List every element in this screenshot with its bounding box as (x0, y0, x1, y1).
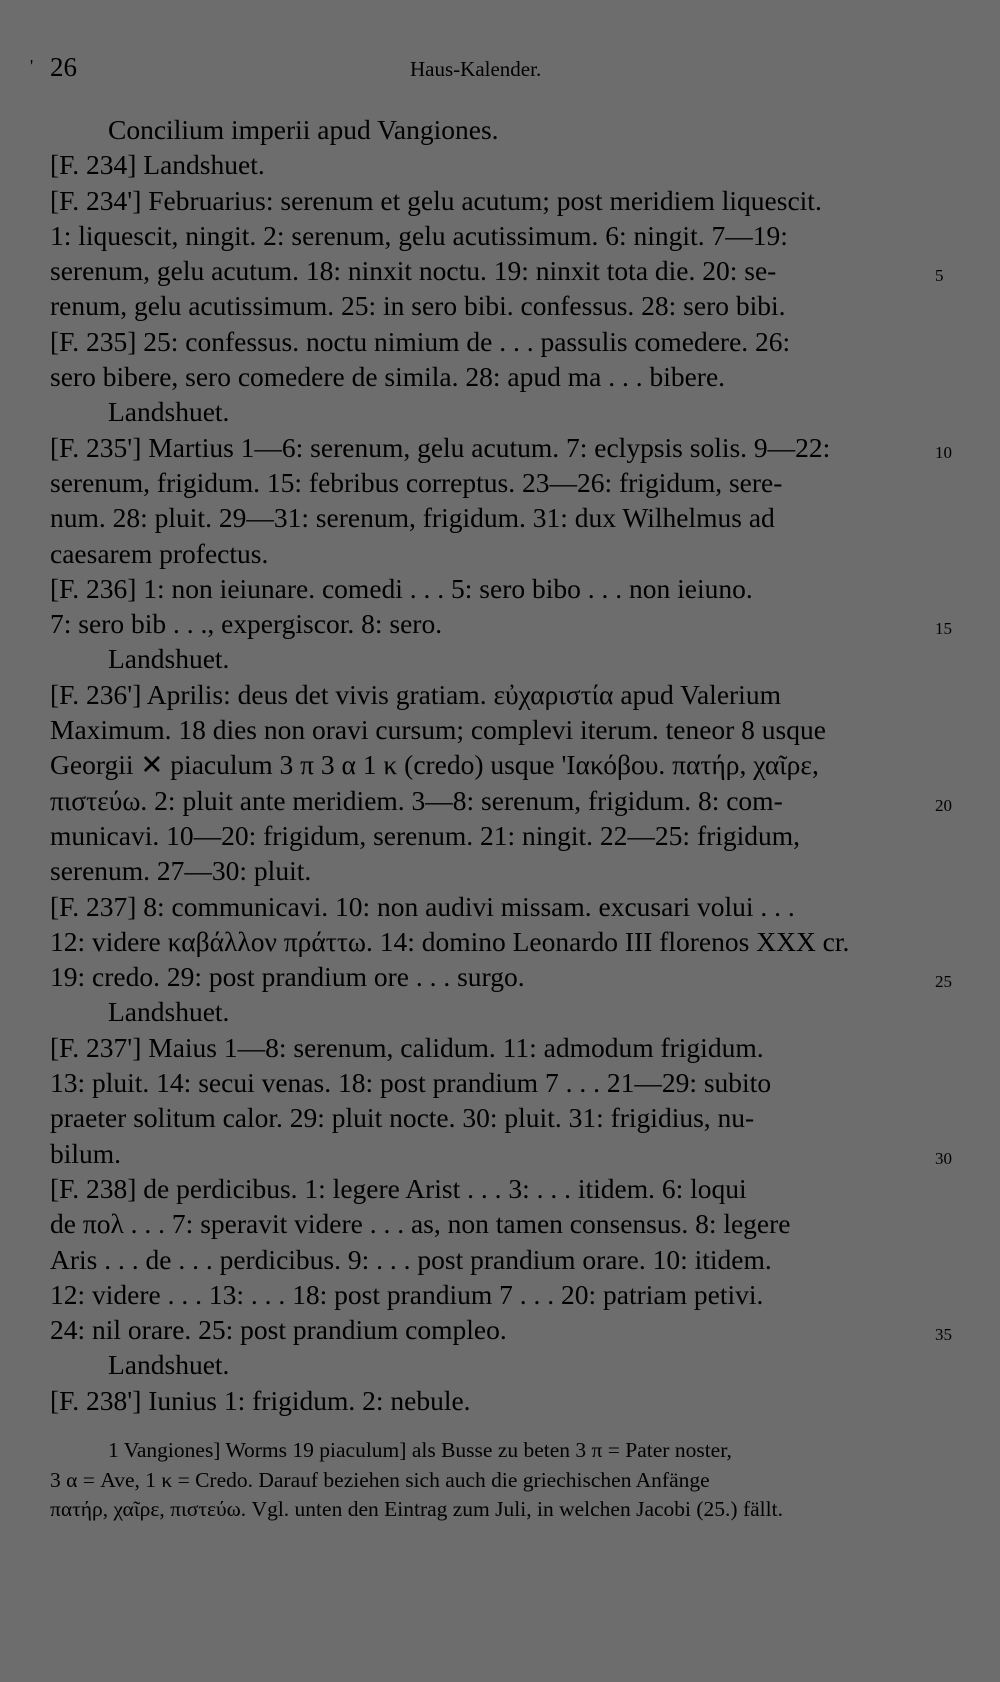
line-text: Landshuet. (108, 996, 230, 1028)
line-text: [F. 237] 8: communicavi. 10: non audivi missam. excusari volui . . . (50, 890, 795, 922)
line-text: Aris . . . de . . . perdicibus. 9: . . . post prandium orare. 10: itidem. (50, 1243, 772, 1275)
text-line (50, 606, 952, 641)
line-text: 12: videre καβάλλον πράττω. 14: domino Leonardo III florenos XXX cr. (50, 925, 850, 957)
text-line (50, 1383, 926, 1418)
text-line (50, 394, 926, 429)
text-line (50, 712, 926, 747)
line-text: 13: pluit. 14: secui venas. 18: post prandium 7 . . . 21—29: subito (50, 1067, 772, 1099)
line-text: serenum. 27—30: pluit. (50, 855, 312, 887)
text-line (50, 288, 926, 323)
line-text: [F. 236] 1: non ieiunare. comedi . . . 5: sero bibo . . . non ieiuno. (50, 572, 753, 604)
line-text: [F. 238] de perdicibus. 1: legere Arist . . . 3: . . . itidem. 6: loqui (50, 1172, 747, 1204)
page-number: 26 (50, 52, 77, 82)
text-line (50, 924, 926, 959)
line-number: 15 (935, 619, 952, 639)
footnote-line: πατήρ, χαῖρε, πιστεύω. Vgl. unten den Eintrag zum Juli, in welchen Jacobi (25.) fällt. (50, 1497, 783, 1521)
line-text: [F. 235] 25: confessus. noctu nimium de . . . passulis comedere. 26: (50, 325, 791, 357)
text-line (50, 500, 926, 535)
footnote-line: 3 α = Ave, 1 κ = Credo. Darauf beziehen sich auch die griechischen Anfänge (50, 1467, 710, 1492)
line-number: 30 (935, 1148, 952, 1168)
line-text: praeter solitum calor. 29: pluit nocte. 30: pluit. 31: frigidius, nu- (50, 1102, 755, 1134)
main-text (50, 112, 952, 1418)
line-number: 25 (935, 972, 952, 992)
line-text: 12: videre . . . 13: . . . 18: post prandium 7 . . . 20: patriam petivi. (50, 1278, 764, 1310)
running-head: Haus-Kalender. (410, 57, 542, 81)
text-line (50, 1136, 952, 1171)
line-text: 19: credo. 29: post prandium ore . . . surgo. (50, 961, 525, 993)
text-line (50, 218, 926, 253)
line-number: 20 (935, 795, 952, 815)
line-text: Landshuet. (108, 396, 230, 428)
text-line (50, 571, 926, 606)
text-line (50, 465, 926, 500)
page-header (0, 52, 1000, 92)
footnote-line: 1 Vangiones] Worms 19 piaculum] als Busse zu beten 3 π = Pater noster, (108, 1438, 732, 1462)
text-line (50, 853, 926, 888)
text-line (50, 147, 926, 182)
footnotes (50, 1436, 930, 1525)
line-number: 35 (935, 1325, 952, 1345)
text-line (50, 1347, 926, 1382)
text-line (50, 1312, 952, 1347)
text-line (50, 112, 926, 147)
text-line (50, 818, 926, 853)
line-text: bilum. (50, 1137, 122, 1169)
line-text: Landshuet. (108, 643, 230, 675)
text-line (50, 641, 926, 676)
line-text: Concilium imperii apud Vangiones. (108, 114, 499, 145)
text-line (50, 324, 926, 359)
line-text: 1: liquescit, ningit. 2: serenum, gelu acutissimum. 6: ningit. 7—19: (50, 219, 788, 251)
text-line (50, 959, 952, 994)
line-text: [F. 235'] Martius 1—6: serenum, gelu acutum. 7: eclypsis solis. 9—22: (50, 431, 831, 463)
line-text: renum, gelu acutissimum. 25: in sero bibi. confessus. 28: sero bibi. (50, 290, 786, 322)
line-text: 7: sero bib . . ., expergiscor. 8: sero. (50, 608, 443, 640)
text-line (50, 889, 926, 924)
text-line (50, 994, 926, 1029)
line-text: [F. 237'] Maius 1—8: serenum, calidum. 11: admodum frigidum. (50, 1031, 764, 1063)
text-line (50, 747, 926, 782)
text-line (50, 253, 944, 288)
text-line (50, 677, 926, 712)
line-text: [F. 238'] Iunius 1: frigidum. 2: nebule. (50, 1384, 471, 1416)
line-text: caesarem profectus. (50, 537, 269, 569)
line-text: 24: nil orare. 25: post prandium compleo. (50, 1314, 507, 1346)
line-text: municavi. 10—20: frigidum, serenum. 21: ningit. 22—25: frigidum, (50, 819, 801, 851)
line-text: serenum, gelu acutum. 18: ninxit noctu. 19: ninxit tota die. 20: se- (50, 255, 777, 287)
line-number: 10 (935, 442, 952, 462)
line-text: serenum, frigidum. 15: febribus correptus. 23—26: frigidum, sere- (50, 466, 783, 498)
line-text: πιστεύω. 2: pluit ante meridiem. 3—8: serenum, frigidum. 8: com- (50, 784, 783, 816)
text-line (50, 183, 926, 218)
line-text: [F. 234'] Februarius: serenum et gelu acutum; post meridiem liquescit. (50, 184, 822, 216)
line-text: Landshuet. (108, 1349, 230, 1381)
text-line (50, 1277, 926, 1312)
text-line (50, 1206, 926, 1241)
line-text: de πολ . . . 7: speravit videre . . . as, non tamen consensus. 8: legere (50, 1208, 791, 1240)
text-line (50, 1065, 926, 1100)
text-line (50, 359, 926, 394)
text-line (50, 430, 952, 465)
line-text: Georgii ✕ piaculum 3 π 3 α 1 κ (credo) usque 'Ιακόβου. πατήρ, χαῖρε, (50, 749, 819, 781)
margin-mark: ' (30, 56, 34, 76)
text-line (50, 1100, 926, 1135)
text-line (50, 783, 952, 818)
text-line (50, 1030, 926, 1065)
line-text: num. 28: pluit. 29—31: serenum, frigidum. 31: dux Wilhelmus ad (50, 502, 775, 534)
line-number: 5 (935, 266, 944, 286)
line-text: sero bibere, sero comedere de simila. 28: apud ma . . . bibere. (50, 361, 726, 393)
line-text: [F. 236'] Aprilis: deus det vivis gratiam. εὐχαριστία apud Valerium (50, 678, 781, 710)
text-line (50, 536, 926, 571)
line-text: Maximum. 18 dies non oravi cursum; complevi iterum. teneor 8 usque (50, 714, 826, 746)
text-line (50, 1171, 926, 1206)
text-line (50, 1242, 926, 1277)
line-text: [F. 234] Landshuet. (50, 149, 265, 181)
